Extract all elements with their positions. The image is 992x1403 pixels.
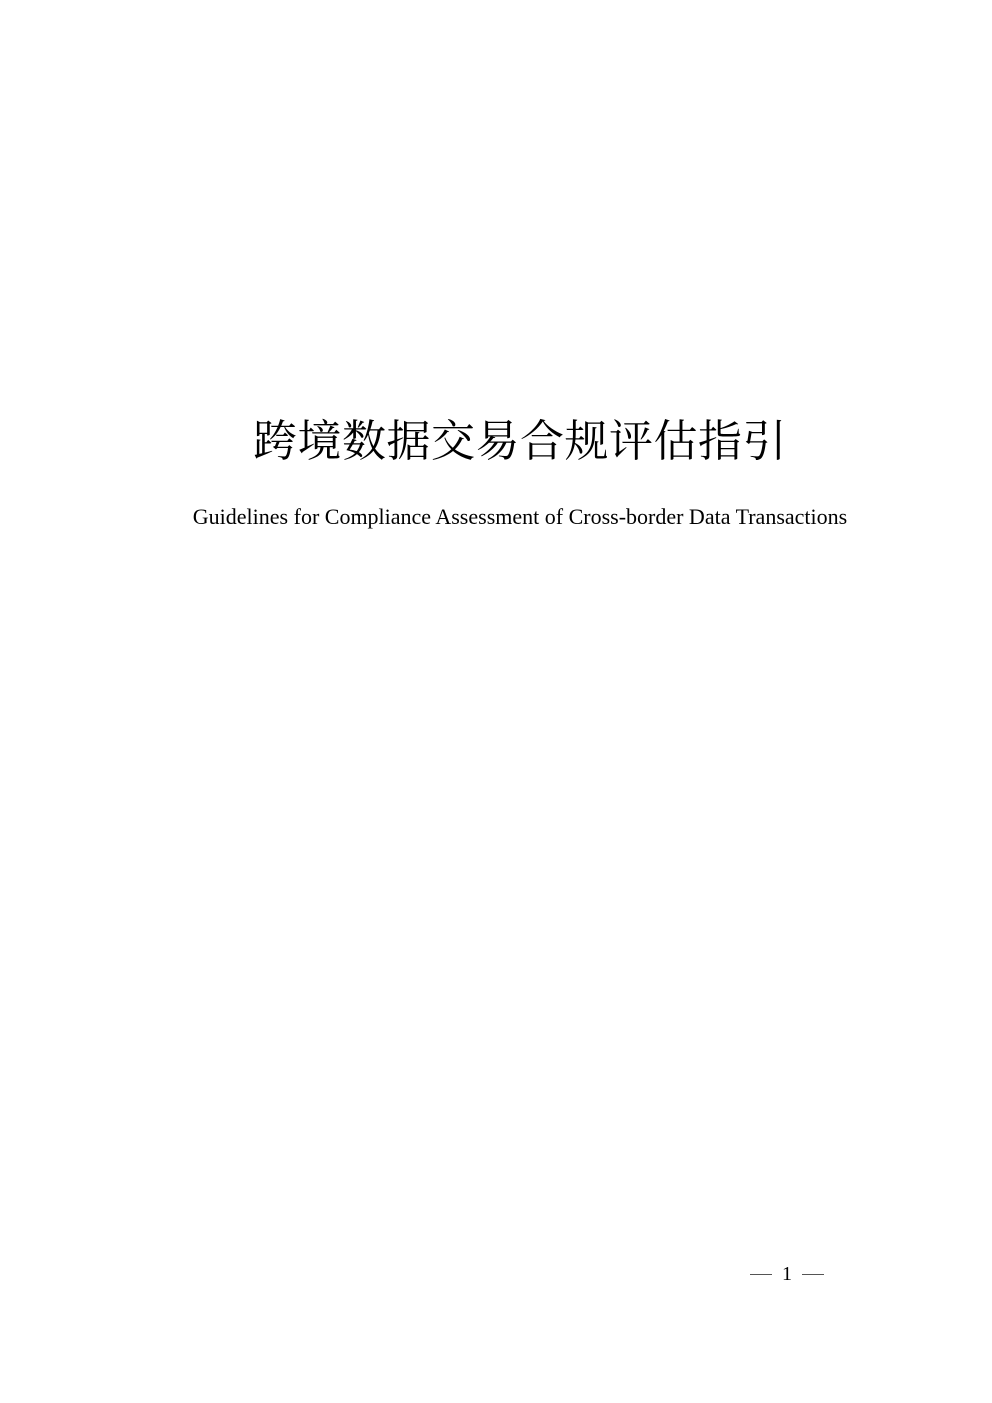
page-number [746,1262,828,1286]
document-title-english: Guidelines for Compliance Assessment of Cross-border Data Transactions [192,504,848,529]
page-number-left-dash [750,1274,772,1275]
page-number-value: 1 [782,1263,792,1285]
page-number-right-dash [802,1274,824,1275]
document-title-chinese: 跨境数据交易合规评估指引 [253,416,787,467]
